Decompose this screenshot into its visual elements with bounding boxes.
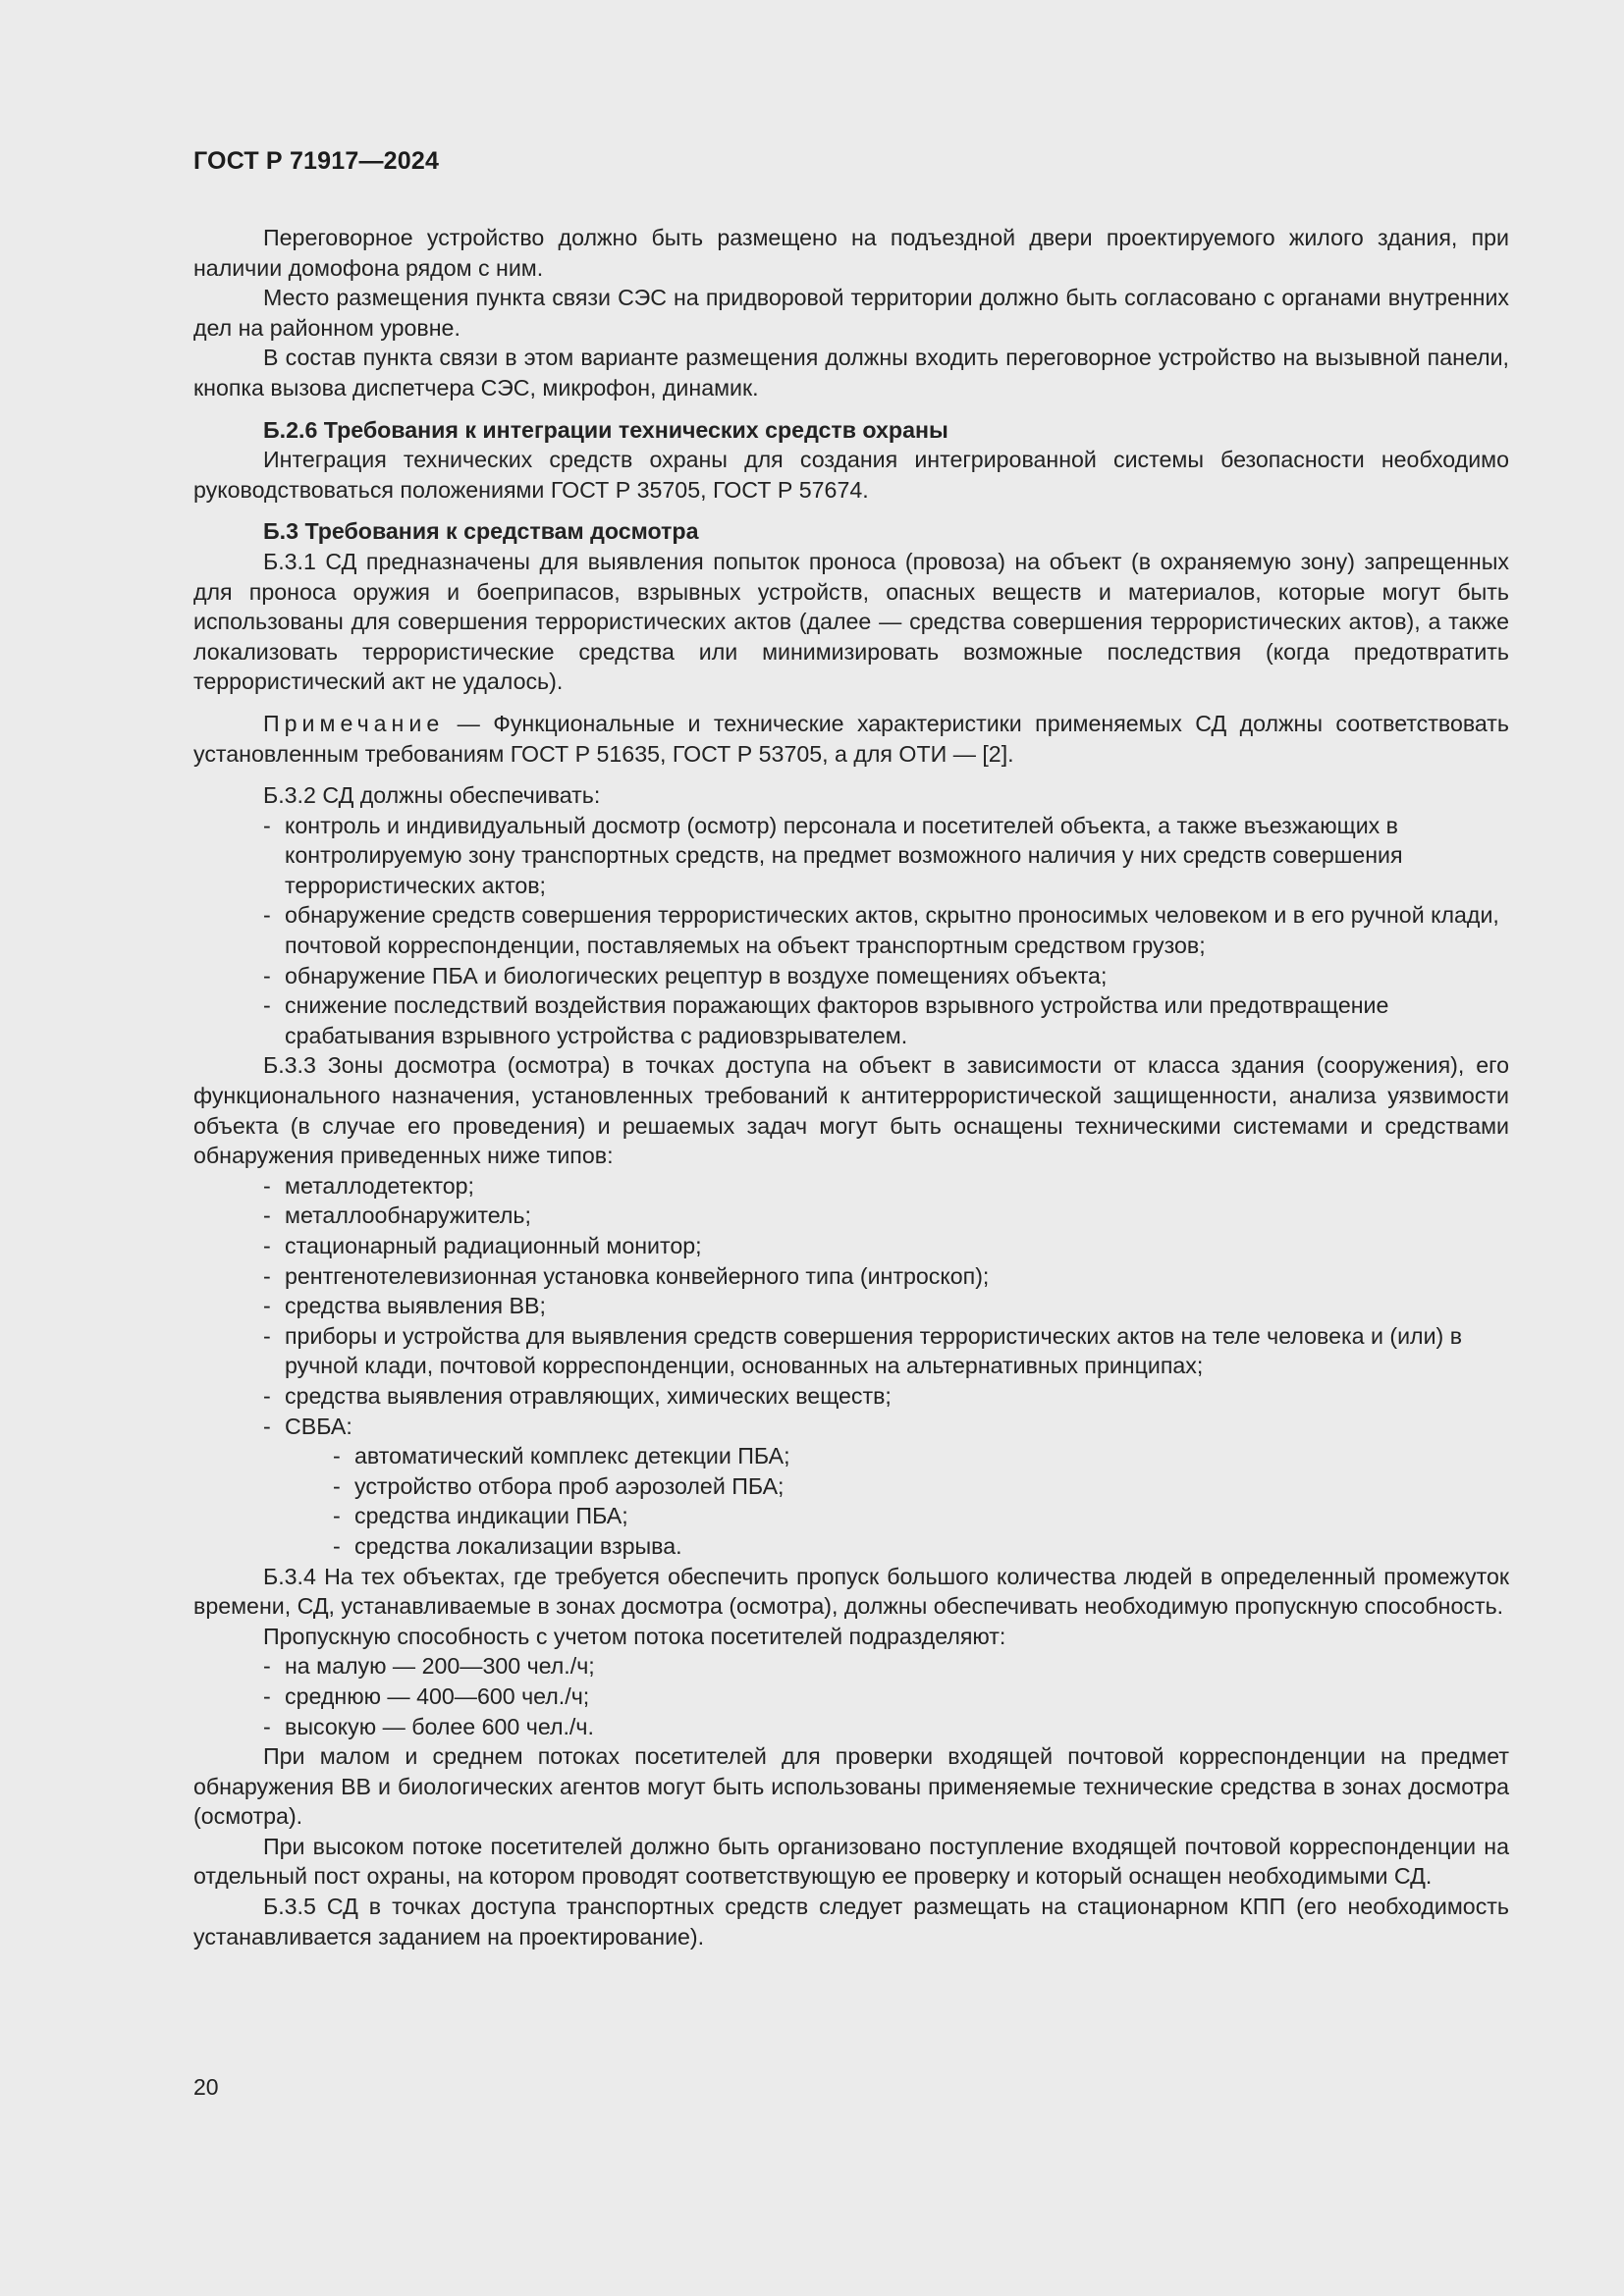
list-item: - приборы и устройства для выявления средств совершения террористических актов на теле человека и (или) в ручной клади, почтовой корреспонденции, основанных на альтернативных принципах; [193,1321,1509,1381]
sub-list-item: - средства локализации взрыва. [193,1531,1509,1562]
paragraph-b33: Б.3.3 Зоны досмотра (осмотра) в точках доступа на объект в зависимости от класса здания (сооружения), его функционального назначения, установленных требований к антитеррористической защищенности, анализа уязвимости объекта (в случае его проведения) и решаемых задач могут быть оснащены техническими системами и средствами обнаружения приведенных ниже типов: [193,1052,1509,1169]
paragraph-b35: Б.3.5 СД в точках доступа транспортных средств следует размещать на стационарном КПП (его необходимость устанавливается заданием на проектирование). [193,1894,1509,1949]
list-item: - снижение последствий воздействия поражающих факторов взрывного устройства или предотвращение срабатывания взрывного устройства с радиовзрывателем. [193,990,1509,1050]
list-item: - на малую — 200—300 чел./ч; [193,1651,1509,1682]
paragraph-low-flow: При малом и среднем потоках посетителей для проверки входящей почтовой корреспонденции на предмет обнаружения ВВ и биологических агентов могут быть использованы применяемые технические средства в зонах досмотра (осмотра). [193,1743,1509,1830]
note [193,709,1509,769]
page-body [193,223,1509,1951]
paragraph-intercom: Переговорное устройство должно быть размещено на подъездной двери проектируемого жилого здания, при наличии домофона рядом с ним. [193,225,1509,281]
list-item: - высокую — более 600 чел./ч. [193,1712,1509,1742]
paragraph-capacity-intro: Пропускную способность с учетом потока посетителей подразделяют: [263,1623,1006,1649]
note-label: Примечание [263,710,445,736]
section-heading-b26: Б.2.6 Требования к интеграции технических средств охраны [263,416,948,443]
list-item: - среднюю — 400—600 чел./ч; [193,1682,1509,1712]
paragraph-composition: В состав пункта связи в этом варианте размещения должны входить переговорное устройство на вызывной панели, кнопка вызова диспетчера СЭС, микрофон, динамик. [193,345,1509,400]
list-item: - контроль и индивидуальный досмотр (осмотр) персонала и посетителей объекта, а также въезжающих в контролируемую зону транспортных средств, на предмет возможного наличия у них средств совершения террористических актов; [193,811,1509,901]
list-item: - металлообнаружитель; [193,1201,1509,1231]
list-item: - СВБА: [193,1412,1509,1442]
list-item: - рентгенотелевизионная установка конвейерного типа (интроскоп); [193,1261,1509,1292]
list-item: - обнаружение ПБА и биологических рецептур в воздухе помещениях объекта; [193,961,1509,991]
note-text: — Функциональные и технические характеристики применяемых СД должны соответствовать установленным требованиям ГОСТ Р 51635, ГОСТ Р 53705, а для ОТИ — [2]. [193,710,1509,767]
paragraph-b26: Интеграция технических средств охраны для создания интегрированной системы безопасности необходимо руководствоваться положениями ГОСТ Р 35705, ГОСТ Р 57674. [193,447,1509,503]
paragraph-location: Место размещения пункта связи СЭС на придворовой территории должно быть согласовано с органами внутренних дел на районном уровне. [193,285,1509,341]
list-item: - стационарный радиационный монитор; [193,1231,1509,1261]
paragraph-b34: Б.3.4 На тех объектах, где требуется обеспечить пропуск большого количества людей в определенный промежуток времени, СД, устанавливаемые в зонах досмотра (осмотра), должны обеспечивать необходимую пропускную способность. [193,1563,1509,1620]
list-item: - средства выявления ВВ; [193,1291,1509,1321]
list-item: - металлодетектор; [193,1171,1509,1201]
list-item: - средства выявления отравляющих, химических веществ; [193,1381,1509,1412]
document-header: ГОСТ Р 71917—2024 [193,147,440,175]
sub-list-item: - средства индикации ПБА; [193,1501,1509,1531]
paragraph-b31: Б.3.1 СД предназначены для выявления попыток проноса (провоза) на объект (в охраняемую зону) запрещенных для проноса оружия и боеприпасов, взрывных устройств, опасных веществ и материалов, которые могут быть использованы для совершения террористических актов (далее — средства совершения террористических актов), а также локализовать террористические средства или минимизировать возможные последствия (когда предотвратить террористический акт не удалось). [193,548,1509,695]
sub-list-item: - устройство отбора проб аэрозолей ПБА; [193,1471,1509,1502]
page-number: 20 [193,2074,219,2100]
section-heading-b3: Б.3 Требования к средствам досмотра [263,518,699,545]
paragraph-b32: Б.3.2 СД должны обеспечивать: [263,782,601,809]
paragraph-high-flow: При высоком потоке посетителей должно быть организовано поступление входящей почтовой корреспонденции на отдельный пост охраны, на котором проводят соответствующую ее проверку и который оснащен необходимыми СД. [193,1833,1509,1890]
list-item: - обнаружение средств совершения террористических актов, скрытно проносимых человеком и в его ручной клади, почтовой корреспонденции, поставляемых на объект транспортным средством грузов; [193,900,1509,960]
sub-list-item: - автоматический комплекс детекции ПБА; [193,1441,1509,1471]
